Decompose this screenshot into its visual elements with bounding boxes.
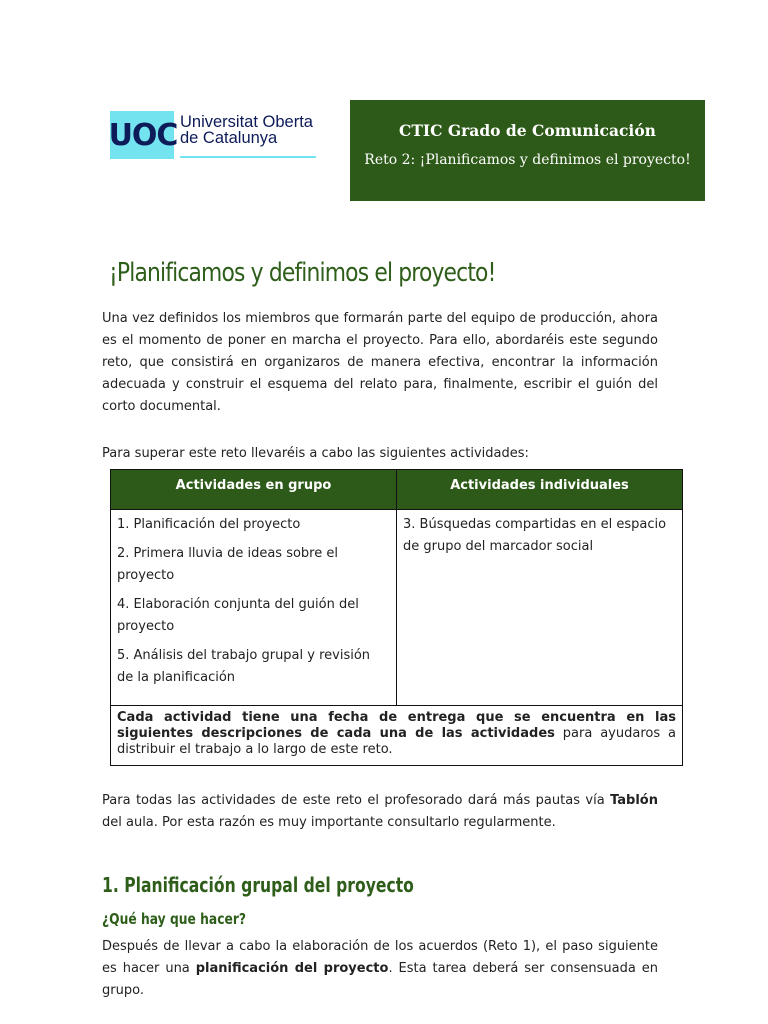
section-text-after: . Esta tarea deberá ser consensuada en grupo. xyxy=(102,961,658,998)
section-text-bold: planificación del proyecto xyxy=(195,961,389,976)
list-item: 5. Análisis del trabajo grupal y revisión de la planificación xyxy=(117,648,371,685)
uoc-logo-mark-text: UOC xyxy=(108,117,178,153)
table-header-row xyxy=(111,470,682,509)
list-item: 2. Primera lluvia de ideas sobre el proyecto xyxy=(117,546,338,583)
list-item: 1. Planificación del proyecto xyxy=(117,517,301,532)
tablon-note-after: del aula. Por esta razón es muy importante consultarlo regularmente. xyxy=(102,815,556,830)
individual-activities-cell xyxy=(397,510,682,705)
course-header-box xyxy=(350,100,705,201)
tablon-note xyxy=(102,790,658,834)
course-title: CTIC Grado de Comunicación xyxy=(399,121,656,140)
uoc-logo-line2: de Catalunya xyxy=(180,129,278,147)
section-heading: 1. Planificación grupal del proyecto xyxy=(102,873,414,897)
tablon-note-before: Para todas las actividades de este reto el profesorado dará más pautas vía xyxy=(102,793,611,808)
group-activities-cell xyxy=(111,510,397,705)
section-subheading: ¿Qué hay que hacer? xyxy=(102,910,247,928)
section-text-before: Después de llevar a cabo la elaboración de los acuerdos (Reto 1), el paso siguiente es hacer una xyxy=(102,939,658,976)
uoc-logo xyxy=(110,111,316,159)
uoc-logo-mark xyxy=(108,111,178,159)
list-item: 4. Elaboración conjunta del guión del proyecto xyxy=(117,597,359,634)
table-footer-bold: Cada actividad tiene una fecha de entrega que se encuentra en las siguientes descripciones de cada una de las actividades xyxy=(117,710,676,741)
uoc-logo-underline xyxy=(180,156,316,158)
intro-paragraph: Una vez definidos los miembros que formarán parte del equipo de producción, ahora es el momento de poner en marcha el proyecto. Para ello, abordaréis este segundo reto, que consistirá en organizaros de manera efectiva, encontrar la información adecuada y construir el esquema del relato para, finalmente, escribir el guión del corto documental. xyxy=(102,311,658,414)
table-header-individual: Actividades individuales xyxy=(450,478,629,493)
activities-intro: Para superar este reto llevaréis a cabo las siguientes actividades: xyxy=(102,446,529,461)
tablon-note-bold: Tablón xyxy=(610,793,658,808)
list-item: 3. Búsquedas compartidas en el espacio de grupo del marcador social xyxy=(403,517,667,554)
activities-table xyxy=(110,469,683,766)
table-header-group: Actividades en grupo xyxy=(111,470,397,509)
uoc-logo-line1: Universitat Oberta xyxy=(180,113,313,131)
page-title: ¡Planificamos y definimos el proyecto! xyxy=(109,258,496,288)
section-paragraph xyxy=(102,936,658,1002)
uoc-logo-text xyxy=(180,114,313,146)
table-body-row xyxy=(111,509,682,705)
course-subtitle: Reto 2: ¡Planificamos y definimos el proyecto! xyxy=(364,152,691,168)
table-footer-text: para ayudaros a distribuir el trabajo a lo largo de este reto. xyxy=(117,726,676,757)
table-footer-note xyxy=(111,705,682,765)
